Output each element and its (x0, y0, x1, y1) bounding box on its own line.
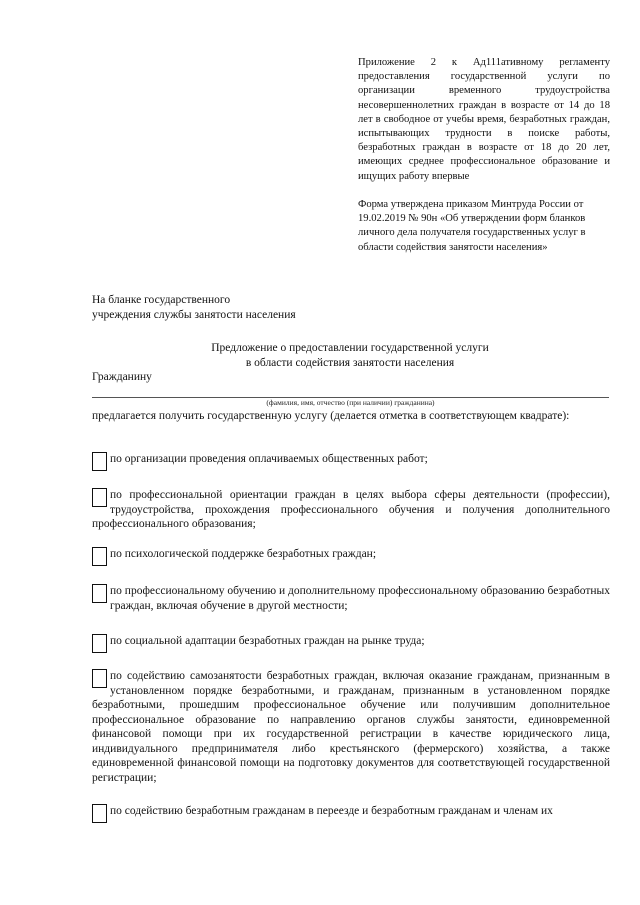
service-item (92, 488, 610, 532)
annex-text: Приложение 2 к Ад111ативному регламенту предоставления государственной услуги по организации временного трудоустройства несовершеннолетних граждан в возрасте от 14 до 18 лет в свободное от учебы время, безработных граждан, испытывающих трудности в поиске работы, безработных граждан в возрасте от 18 до 20 лет, имеющих среднее профессиональное образование и ищущих работу впервые (358, 57, 610, 182)
service-checkbox[interactable] (92, 584, 107, 603)
service-item (92, 669, 610, 785)
service-text: по социальной адаптации безработных граждан на рынке труда; (110, 635, 425, 647)
service-item (92, 634, 610, 653)
document-title (120, 341, 580, 370)
service-checkbox[interactable] (92, 669, 107, 688)
title-line-2: в области содействия занятости населения (245, 356, 455, 369)
letterhead-note (92, 293, 392, 322)
approval-note (358, 198, 614, 255)
service-checkbox[interactable] (92, 488, 107, 507)
letterhead-line-2: учреждения службы занятости населения (92, 308, 296, 321)
service-text: по содействию безработным гражданам в переезде и безработным гражданам и членам их (110, 805, 553, 817)
service-text: по профессиональному обучению и дополнительному профессиональному образованию безработных граждан, включая обучение в другой местности; (110, 585, 610, 612)
intro-text: предлагается получить государственную услугу (делается отметка в соответствующем квадрате): (92, 410, 570, 422)
citizen-label: Гражданину (92, 371, 152, 383)
service-item (92, 584, 610, 613)
service-text: по профессиональной ориентации граждан в целях выбора сферы деятельности (профессии), трудоустройства, прохождения профессионального обучения и получения дополнительного профессионального образования; (92, 489, 610, 530)
service-item (92, 804, 610, 823)
service-text: по организации проведения оплачиваемых общественных работ; (110, 453, 428, 465)
service-checkbox[interactable] (92, 547, 107, 566)
service-text: по психологической поддержке безработных граждан; (110, 548, 377, 560)
letterhead-line-1: На бланке государственного (92, 294, 231, 306)
annex-note (358, 56, 610, 184)
service-checkbox[interactable] (92, 634, 107, 653)
service-text: по содействию самозанятости безработных граждан, включая оказание гражданам, признанным в установленном порядке безработными, и гражданам, признанным в установленном порядке безработными, прошедшим профессиональное обучение или получившим дополнительное профессиональное образование по направлению органов службы занятости, единовременной финансовой помощи при их государственной регистрации в качестве юридического лица, индивидуального предпринимателя либо крестьянского (фермерского) хозяйства, а также единовременной финансовой помощи на подготовку документов для соответствующей государственной регистрации; (92, 670, 610, 784)
service-checkbox[interactable] (92, 452, 107, 471)
service-checkbox[interactable] (92, 804, 107, 823)
service-item (92, 547, 610, 566)
title-line-1: Предложение о предоставлении государственной услуги (211, 342, 489, 354)
citizen-name-hint: (фамилия, имя, отчество (при наличии) гражданина) (266, 398, 435, 407)
service-item (92, 452, 610, 471)
approval-text: Форма утверждена приказом Минтруда России от 19.02.2019 № 90н «Об утверждении форм бланков личного дела получателя государственных услуг в области содействия занятости населения» (358, 199, 586, 253)
